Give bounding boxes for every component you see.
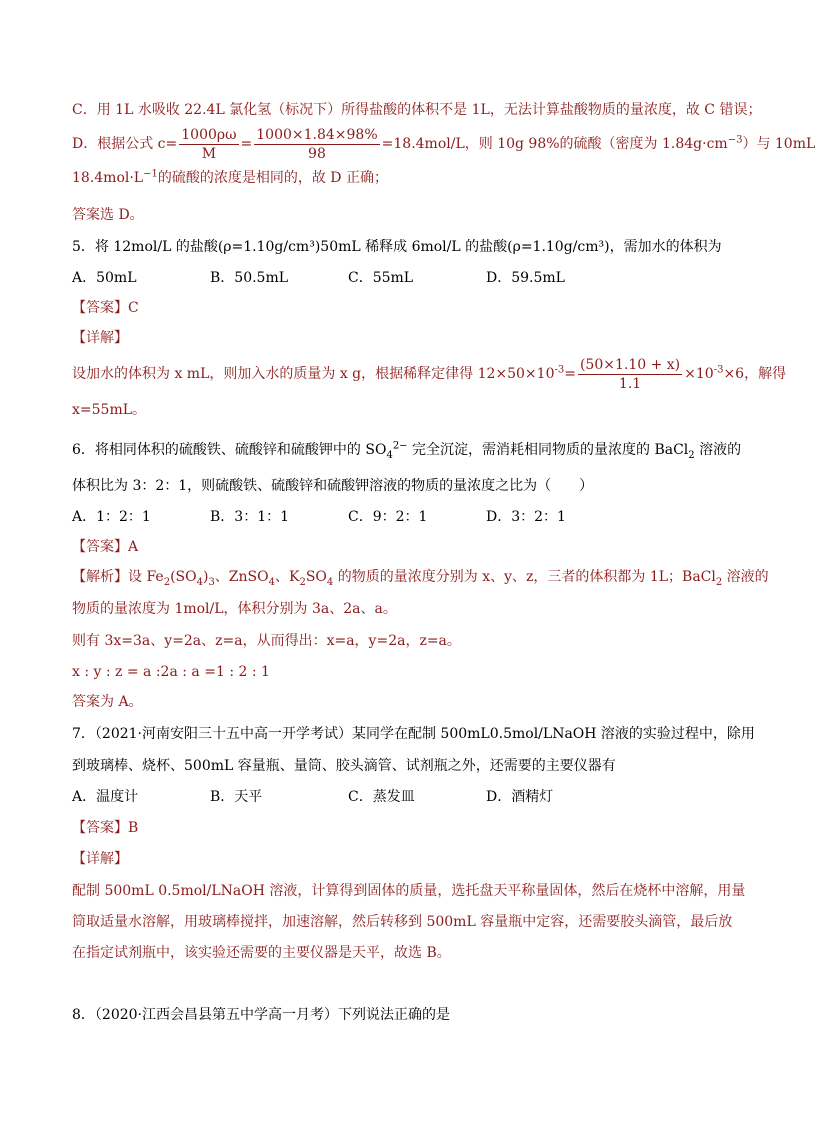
explanation-text: ×10: [684, 366, 714, 382]
option-d-explanation: [72, 122, 815, 166]
q5-detail-label: 【详解】: [72, 330, 128, 346]
subscript: 2: [688, 449, 695, 461]
fraction-numerator: 1000×1.84×98%: [256, 126, 378, 143]
q7-option-c: C．蒸发皿: [348, 789, 415, 805]
dilution-fraction: [578, 356, 682, 393]
subscript: 4: [196, 576, 203, 588]
q6-conclusion: 答案为 A。: [72, 694, 143, 710]
q5-explanation: [72, 352, 787, 396]
formula-fraction-1: [179, 126, 238, 163]
analysis-text: 的物质的量浓度分别为 x、y、z，三者的体积都为 1L；BaCl: [333, 569, 716, 585]
q5-option-b: B．50.5mL: [210, 270, 289, 286]
q6-analysis-4: x : y : z = a :2a : a =1 : 2 : 1: [72, 664, 270, 680]
analysis-text: 溶液的: [722, 569, 769, 585]
q5-result: x=55mL。: [72, 402, 147, 418]
q5-option-d: D．59.5mL: [486, 270, 565, 286]
subscript: 2: [715, 576, 723, 588]
formula-suffix: =18.4mol/L，则 10g 98%的硫酸（密度为 1.84g·cm: [381, 136, 728, 152]
question-5-stem: 5．将 12mol/L 的盐酸(ρ=1.10g/cm³)50mL 稀释成 6mol/L 的盐酸(ρ=1.10g/cm³)，需加水的体积为: [72, 239, 722, 255]
subscript: 4: [326, 576, 334, 588]
formula-suffix-2: ）与 10mL: [742, 136, 815, 152]
fraction-numerator: 1000ρω: [181, 126, 237, 143]
question-7-stem-cont: 到玻璃棒、烧杯、500mL 容量瓶、量筒、胶头滴管、试剂瓶之外，还需要的主要仪器有: [72, 758, 616, 774]
fraction-denominator: M: [201, 145, 217, 162]
equals-sign: =: [564, 366, 576, 382]
explanation-text: 设加水的体积为 x mL，则加入水的质量为 x g，根据稀释定律得 12×50×10: [72, 366, 555, 382]
formula-prefix: D．根据公式 c=: [72, 136, 178, 152]
subscript: 4: [268, 576, 275, 588]
option-c-explanation: C．用 1L 水吸收 22.4L 氯化氢（标况下）所得盐酸的体积不是 1L，无法计算盐酸物质的量浓度，故 C 错误；: [72, 102, 762, 118]
fraction-denominator: 1.1: [618, 375, 642, 392]
concentration-text: 18.4mol·L: [72, 170, 144, 186]
question-6-stem-cont: 体积比为 3：2：1，则硫酸铁、硫酸锌和硫酸钾溶液的物质的量浓度之比为（ ）: [72, 478, 594, 494]
formula-fraction-2: [254, 126, 379, 163]
stem-text: 完全沉淀，需消耗相同物质的量浓度的 BaCl: [407, 442, 689, 458]
concentration-rest: 的硫酸的浓度是相同的，故 D 正确；: [157, 170, 388, 186]
q6-analysis: [72, 567, 769, 588]
analysis-text: 【解析】设 Fe: [72, 569, 164, 585]
exponent: -3: [554, 364, 565, 376]
q6-analysis-2: 物质的量浓度为 1mol/L，体积分别为 3a、2a、a。: [72, 601, 397, 617]
stem-text: 6．将相同体积的硫酸铁、硫酸锌和硫酸钾中的 SO: [72, 442, 387, 458]
exponent: −3: [727, 134, 743, 146]
stem-text: 溶液的: [694, 442, 742, 458]
option-d-explanation-cont: [72, 168, 734, 188]
subscript: 4: [386, 449, 393, 461]
exponent: -3: [713, 364, 724, 376]
q7-explanation-3: 在指定试剂瓶中，该实验还需要的主要仪器是天平，故选 B。: [72, 945, 451, 961]
q7-explanation-1: 配制 500mL 0.5mol/LNaOH 溶液，计算得到固体的质量，选托盘天平称量固体，然后在烧杯中溶解，用量: [72, 883, 746, 899]
q6-analysis-3: 则有 3x=3a、y=2a、z=a，从而得出：x=a，y=2a，z=a。: [72, 633, 461, 649]
subscript: 3: [208, 576, 215, 588]
q7-option-d: D．酒精灯: [486, 789, 554, 805]
explanation-tail: ×6，解得: [723, 366, 787, 382]
analysis-text: 、K: [275, 569, 300, 585]
subscript: 2: [163, 576, 171, 588]
question-7-stem: 7．（2021·河南安阳三十五中高一开学考试）某同学在配制 500mL0.5mol/LNaOH 溶液的实验过程中，除用: [72, 726, 755, 742]
fraction-numerator: (50×1.10 + x): [579, 356, 681, 373]
q5-answer: 【答案】C: [72, 300, 139, 316]
q6-option-b: B．3：1：1: [210, 509, 290, 525]
q7-explanation-2: 筒取适量水溶解，用玻璃棒搅拌，加速溶解，然后转移到 500mL 容量瓶中定容，还需要胶头滴管，最后放: [72, 914, 733, 930]
q6-option-c: C．9：2：1: [348, 509, 428, 525]
analysis-text: ): [202, 569, 209, 585]
question-8-stem: 8．（2020·江西会昌县第五中学高一月考）下列说法正确的是: [72, 1007, 450, 1023]
q7-option-a: A．温度计: [72, 789, 139, 805]
answer-conclusion-4: 答案选 D。: [72, 207, 144, 223]
fraction-denominator: 98: [308, 145, 326, 162]
q6-option-a: A．1：2：1: [72, 509, 151, 525]
question-6-stem: [72, 440, 742, 461]
q7-option-b: B．天平: [210, 789, 263, 805]
superscript: 2−: [392, 440, 408, 452]
q7-detail-label: 【详解】: [72, 851, 128, 867]
subscript: 2: [299, 576, 306, 588]
analysis-text: (SO: [170, 569, 197, 585]
q6-option-d: D．3：2：1: [486, 509, 566, 525]
q5-option-a: A．50mL: [72, 270, 137, 286]
q6-answer: 【答案】A: [72, 539, 139, 555]
q5-option-c: C．55mL: [348, 270, 414, 286]
exponent: −1: [143, 168, 158, 180]
q7-answer: 【答案】B: [72, 820, 139, 836]
analysis-text: SO: [305, 569, 327, 585]
equals-sign: =: [240, 136, 253, 152]
analysis-text: 、ZnSO: [214, 569, 269, 585]
